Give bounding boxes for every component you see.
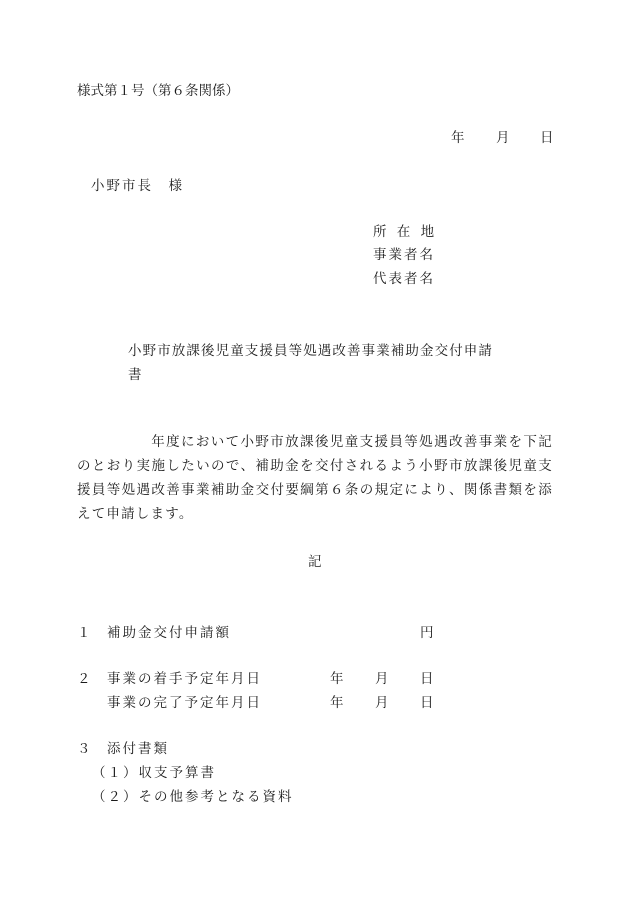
item1-number: １ <box>77 625 91 641</box>
body-paragraph <box>77 430 553 526</box>
date-day: 日 <box>540 130 554 146</box>
item2-end-month: 月 <box>375 695 389 711</box>
date-month: 月 <box>496 130 510 146</box>
business-name-label: 事業者名 <box>373 247 435 263</box>
form-number: 様式第１号（第６条関係） <box>77 83 239 99</box>
item1-unit: 円 <box>420 625 434 641</box>
item2-end-label: 事業の完了予定年月日 <box>107 695 262 711</box>
item2-start-day: 日 <box>420 671 434 687</box>
item2-start-label: 事業の着手予定年月日 <box>107 671 262 687</box>
item3-number: ３ <box>77 741 91 757</box>
item2-end-year: 年 <box>330 695 344 711</box>
attachment-1: （１）収支予算書 <box>92 765 216 781</box>
item2-end-day: 日 <box>420 695 434 711</box>
representative-label: 代表者名 <box>373 271 435 287</box>
item3-label: 添付書類 <box>107 741 169 757</box>
attachment-2: （２）その他参考となる資料 <box>92 789 294 805</box>
item1-label: 補助金交付申請額 <box>107 625 231 641</box>
item2-number: ２ <box>77 671 91 687</box>
date-year: 年 <box>451 130 465 146</box>
title-line2: 書 <box>128 367 142 383</box>
title-line1: 小野市放課後児童支援員等処遇改善事業補助金交付申請 <box>128 343 493 359</box>
item2-start-month: 月 <box>375 671 389 687</box>
addressee: 小野市長 様 <box>91 178 184 194</box>
ki-heading: 記 <box>308 554 322 570</box>
body-text: 年度において小野市放課後児童支援員等処遇改善事業を下記のとおり実施したいので、補助金を交付されるよう小野市放課後児童支援員等処遇改善事業補助金交付要綱第６条の規定により、関係書類を添えて申請します。 <box>77 434 553 522</box>
address-label: 所 在 地 <box>373 224 438 240</box>
item2-start-year: 年 <box>330 671 344 687</box>
